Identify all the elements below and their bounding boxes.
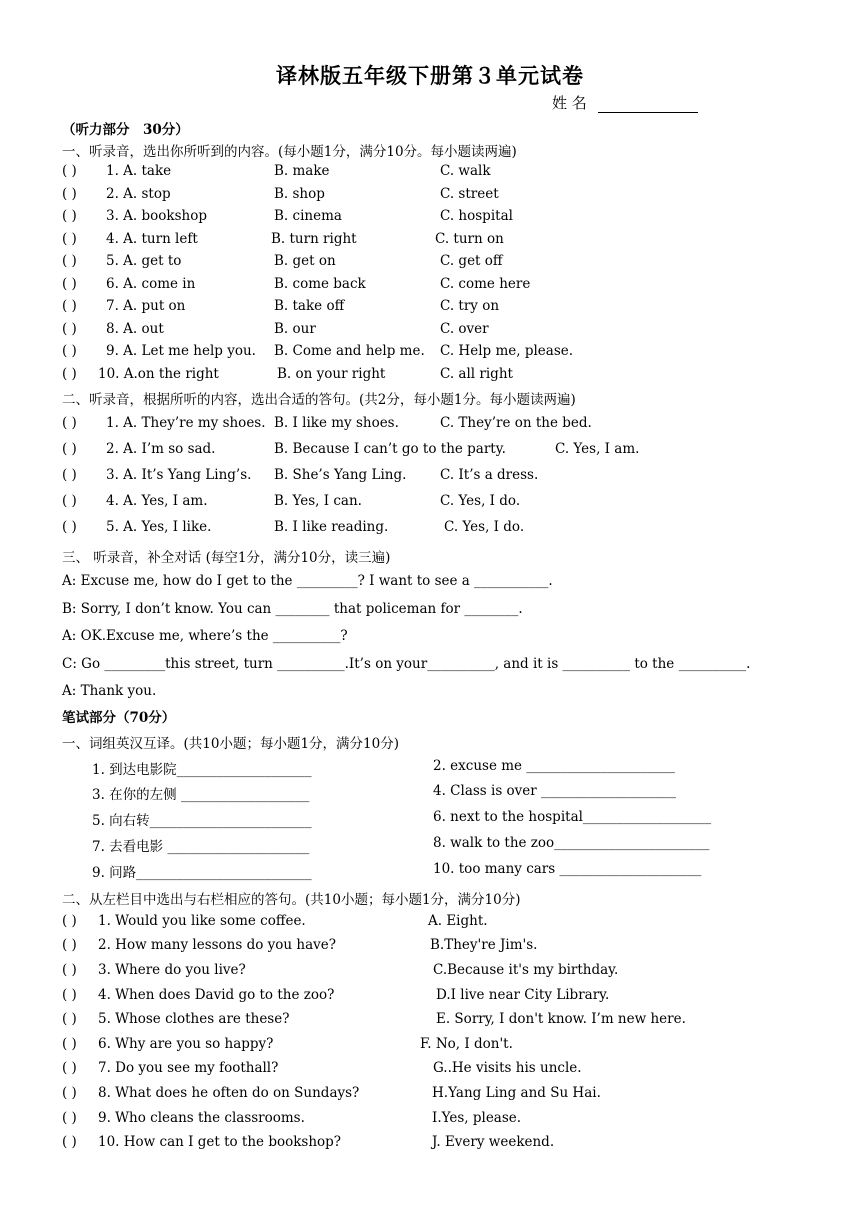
option-b: B. take off [274,298,345,314]
question: 1. Would you like some coffee. [98,913,306,929]
translate-item-left: 1. 到达电影院____________________ [92,762,312,778]
answer-blank[interactable]: ( ) [62,1134,77,1150]
option-c: C. Yes, I do. [444,519,525,535]
option-b: B. Yes, I can. [274,493,362,509]
dialogue-line: A: Thank you. [62,683,157,699]
option-a: 8. A. out [106,321,164,337]
question: 8. What does he often do on Sundays? [98,1085,360,1101]
page-title: 译林版五年级下册第３单元试卷 [276,63,584,88]
option-b: B. Because I can’t go to the party. [274,441,506,457]
answer-blank[interactable]: ( ) [62,253,77,269]
answer-blank[interactable]: ( ) [62,519,77,535]
answer-option: F. No, I don't. [420,1036,513,1052]
option-a: 4. A. turn left [106,231,198,247]
option-a: 7. A. put on [106,298,186,314]
option-b: B. I like reading. [274,519,389,535]
option-a: 9. A. Let me help you. [106,343,256,359]
question: 10. How can I get to the bookshop? [98,1134,342,1150]
option-b: B. cinema [274,208,342,224]
name-blank[interactable] [598,97,698,113]
answer-blank[interactable]: ( ) [62,441,77,457]
option-c: C. try on [440,298,500,314]
listening-title: （听力部分 30分） [62,122,189,138]
option-c: C. turn on [435,231,504,247]
translate-item-right: 2. excuse me ______________________ [433,758,675,774]
answer-blank[interactable]: ( ) [62,343,77,359]
answer-option: H.Yang Ling and Su Hai. [432,1085,601,1101]
option-c: C. Yes, I do. [440,493,521,509]
option-b: B. shop [274,186,325,202]
answer-option: J. Every weekend. [432,1134,555,1150]
answer-blank[interactable]: ( ) [62,987,77,1003]
name-label: 姓 名 [552,94,587,112]
answer-option: G..He visits his uncle. [433,1060,582,1076]
answer-option: D.I live near City Library. [436,987,610,1003]
answer-blank[interactable]: ( ) [62,163,77,179]
option-c: C. over [440,321,489,337]
option-c: C. get off [440,253,503,269]
dialogue-line: C: Go _________this street, turn __________.It’s on your__________, and it is __________ to the __________. [62,656,751,672]
question: 7. Do you see my foothall? [98,1060,279,1076]
question: 4. When does David go to the zoo? [98,987,335,1003]
option-b: B. our [274,321,316,337]
translate-item-left: 3. 在你的左侧 ___________________ [92,787,310,803]
option-c: C. They’re on the bed. [440,415,592,431]
option-b: B. get on [274,253,336,269]
option-b: B. I like my shoes. [274,415,399,431]
option-a: 2. A. stop [106,186,171,202]
translate-item-right: 8. walk to the zoo_______________________ [433,835,710,851]
option-c: C. all right [440,366,513,382]
question: 2. How many lessons do you have? [98,937,336,953]
option-c: C. come here [440,276,531,292]
answer-blank[interactable]: ( ) [62,913,77,929]
option-c: C. walk [440,163,491,179]
answer-blank[interactable]: ( ) [62,298,77,314]
option-b: B. on your right [277,366,386,382]
translate-item-right: 6. next to the hospital___________________ [433,809,712,825]
answer-blank[interactable]: ( ) [62,467,77,483]
answer-blank[interactable]: ( ) [62,1085,77,1101]
dialogue-line: A: OK.Excuse me, where’s the __________? [62,628,348,644]
answer-blank[interactable]: ( ) [62,1110,77,1126]
answer-option: A. Eight. [428,913,488,929]
answer-blank[interactable]: ( ) [62,937,77,953]
translate-item-left: 9. 问路__________________________ [92,865,312,881]
written-s1-title: 一、词组英汉互译。(共10小题；每小题1分，满分10分) [62,736,399,752]
answer-blank[interactable]: ( ) [62,276,77,292]
question: 6. Why are you so happy? [98,1036,274,1052]
dialogue-line: A: Excuse me, how do I get to the _________? I want to see a ___________. [62,573,553,589]
option-a: 10. A.on the right [98,366,219,382]
listening-s2-title: 二、听录音，根据所听的内容，选出合适的答句。(共2分，每小题1分。每小题读两遍) [62,392,576,408]
answer-blank[interactable]: ( ) [62,1036,77,1052]
answer-option: C.Because it's my birthday. [433,962,619,978]
option-c: C. hospital [440,208,513,224]
answer-blank[interactable]: ( ) [62,321,77,337]
answer-blank[interactable]: ( ) [62,962,77,978]
answer-option: E. Sorry, I don't know. I’m new here. [436,1011,686,1027]
answer-blank[interactable]: ( ) [62,208,77,224]
option-a: 1. A. They’re my shoes. [106,415,266,431]
option-b: B. Come and help me. [274,343,425,359]
written-s2-title: 二、从左栏目中选出与右栏相应的答句。(共10小题；每小题1分，满分10分) [62,892,521,908]
option-c: C. Yes, I am. [555,441,640,457]
option-b: B. make [274,163,330,179]
answer-option: B.They're Jim's. [430,937,538,953]
translate-item-right: 10. too many cars _____________________ [433,861,702,877]
answer-blank[interactable]: ( ) [62,231,77,247]
answer-blank[interactable]: ( ) [62,1060,77,1076]
listening-s1-title: 一、听录音，选出你所听到的内容。(每小题1分，满分10分。每小题读两遍) [62,144,517,160]
translate-item-left: 7. 去看电影 _____________________ [92,839,310,855]
answer-option: I.Yes, please. [432,1110,522,1126]
question: 9. Who cleans the classrooms. [98,1110,305,1126]
option-b: B. come back [274,276,366,292]
dialogue-line: B: Sorry, I don’t know. You can ________ that policeman for ________. [62,601,523,617]
option-a: 3. A. bookshop [106,208,207,224]
answer-blank[interactable]: ( ) [62,1011,77,1027]
option-b: B. She’s Yang Ling. [274,467,407,483]
option-a: 5. A. Yes, I like. [106,519,212,535]
option-a: 4. A. Yes, I am. [106,493,208,509]
option-c: C. It’s a dress. [440,467,539,483]
question: 3. Where do you live? [98,962,246,978]
name-field [552,92,698,113]
option-a: 5. A. get to [106,253,182,269]
option-a: 3. A. It’s Yang Ling’s. [106,467,252,483]
listening-s3-title: 三、 听录音，补全对话 (每空1分，满分10分，读三遍) [62,550,391,566]
option-a: 1. A. take [106,163,172,179]
answer-blank[interactable]: ( ) [62,366,77,382]
option-c: C. Help me, please. [440,343,574,359]
option-a: 6. A. come in [106,276,196,292]
written-title: 笔试部分（70分） [62,710,176,726]
question: 5. Whose clothes are these? [98,1011,290,1027]
option-b: B. turn right [271,231,357,247]
answer-blank[interactable]: ( ) [62,186,77,202]
translate-item-right: 4. Class is over ____________________ [433,783,677,799]
option-c: C. street [440,186,499,202]
answer-blank[interactable]: ( ) [62,493,77,509]
option-a: 2. A. I’m so sad. [106,441,216,457]
translate-item-left: 5. 向右转________________________ [92,813,312,829]
answer-blank[interactable]: ( ) [62,415,77,431]
